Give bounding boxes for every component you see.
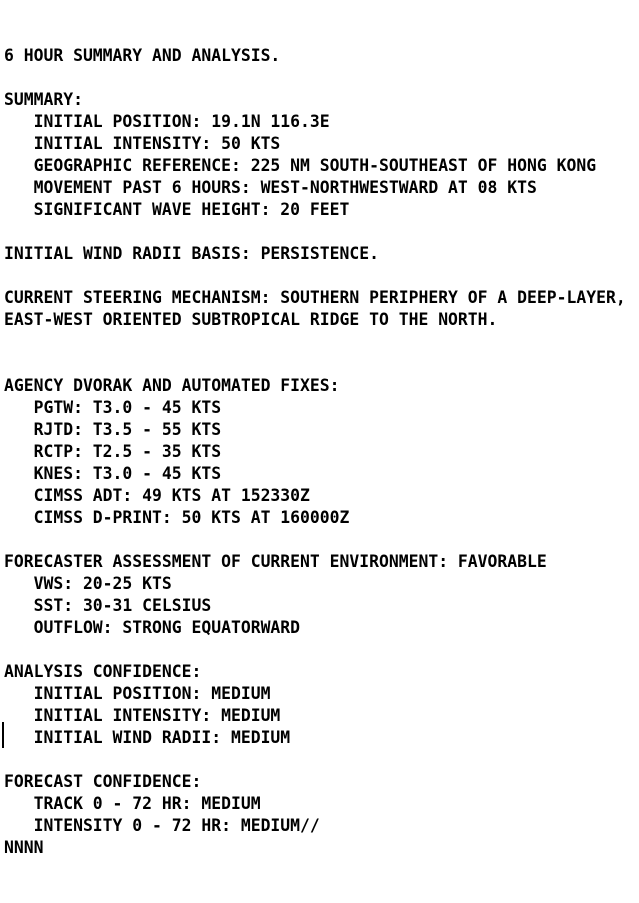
text-line xyxy=(4,331,639,353)
text-line xyxy=(4,749,639,771)
text-line: SUMMARY: xyxy=(4,90,83,109)
text-line: GEOGRAPHIC REFERENCE: 225 NM SOUTH-SOUTHEAST OF HONG KONG xyxy=(4,156,597,175)
text-line: VWS: 20-25 KTS xyxy=(4,574,172,593)
text-line xyxy=(4,529,639,551)
text-line: AGENCY DVORAK AND AUTOMATED FIXES: xyxy=(4,376,340,395)
text-line xyxy=(4,639,639,661)
text-line: 6 HOUR SUMMARY AND ANALYSIS. xyxy=(4,46,281,65)
text-line: INITIAL POSITION: MEDIUM xyxy=(4,684,271,703)
text-line: KNES: T3.0 - 45 KTS xyxy=(4,464,222,483)
text-line: MOVEMENT PAST 6 HOURS: WEST-NORTHWESTWARD AT 08 KTS xyxy=(4,178,537,197)
text-line: CIMSS ADT: 49 KTS AT 152330Z xyxy=(4,486,310,505)
text-line: INITIAL WIND RADII: MEDIUM xyxy=(4,728,291,747)
text-line: INITIAL POSITION: 19.1N 116.3E xyxy=(4,112,330,131)
text-line: PGTW: T3.0 - 45 KTS xyxy=(4,398,222,417)
text-line: CIMSS D-PRINT: 50 KTS AT 160000Z xyxy=(4,508,350,527)
text-line: TRACK 0 - 72 HR: MEDIUM xyxy=(4,794,261,813)
text-line xyxy=(4,353,639,375)
text-line: OUTFLOW: STRONG EQUATORWARD xyxy=(4,618,301,637)
text-line: INITIAL INTENSITY: 50 KTS xyxy=(4,134,281,153)
text-line: SIGNIFICANT WAVE HEIGHT: 20 FEET xyxy=(4,200,350,219)
text-line: INITIAL WIND RADII BASIS: PERSISTENCE. xyxy=(4,244,379,263)
text-line xyxy=(4,67,639,89)
text-line: RCTP: T2.5 - 35 KTS xyxy=(4,442,222,461)
text-line: ANALYSIS CONFIDENCE: xyxy=(4,662,202,681)
document-lines xyxy=(4,45,639,859)
text-line: SST: 30-31 CELSIUS xyxy=(4,596,212,615)
text-line: FORECAST CONFIDENCE: xyxy=(4,772,202,791)
text-line: CURRENT STEERING MECHANISM: SOUTHERN PERIPHERY OF A DEEP-LAYER, xyxy=(4,288,626,307)
text-line: EAST-WEST ORIENTED SUBTROPICAL RIDGE TO THE NORTH. xyxy=(4,310,498,329)
text-line: NNNN xyxy=(4,838,44,857)
text-cursor xyxy=(2,722,4,748)
text-line: RJTD: T3.5 - 55 KTS xyxy=(4,420,222,439)
text-line: INTENSITY 0 - 72 HR: MEDIUM// xyxy=(4,816,320,835)
text-line xyxy=(4,221,639,243)
text-line: FORECASTER ASSESSMENT OF CURRENT ENVIRONMENT: FAVORABLE xyxy=(4,552,547,571)
text-line: INITIAL INTENSITY: MEDIUM xyxy=(4,706,281,725)
text-line xyxy=(4,265,639,287)
